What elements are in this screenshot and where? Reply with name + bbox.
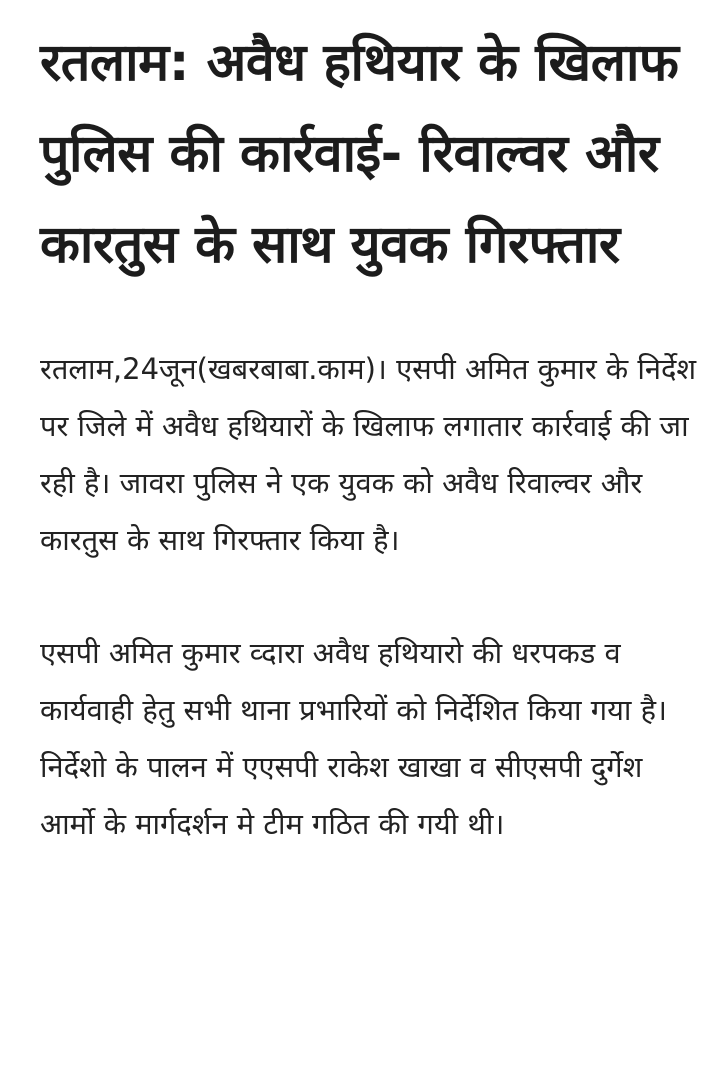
news-article — [40, 18, 700, 853]
article-paragraph-2: एसपी अमित कुमार व्दारा अवैध हथियारो की धरपकड व कार्यवाही हेतु सभी थाना प्रभारियों को निर्देशित किया गया है। निर्देशो के पालन में एएसपी राकेश खाखा व सीएसपी दुर्गेश आर्मो के मार्गदर्शन मे टीम गठित की गयी थी। — [40, 636, 668, 841]
article-headline: रतलाम: अवैध हथियार के खिलाफ पुलिस की कार्रवाई- रिवाल्वर और कारतुस के साथ युवक गिरफ्तार — [40, 33, 679, 275]
article-paragraph-1: रतलाम,24जून(खबरबाबा.काम)। एसपी अमित कुमार के निर्देश पर जिले में अवैध हथियारों के खिलाफ लगातार कार्रवाई की जा रही है। जावरा पुलिस ने एक युवक को अवैध रिवाल्वर और कारतुस के साथ गिरफ्तार किया है। — [40, 352, 697, 557]
